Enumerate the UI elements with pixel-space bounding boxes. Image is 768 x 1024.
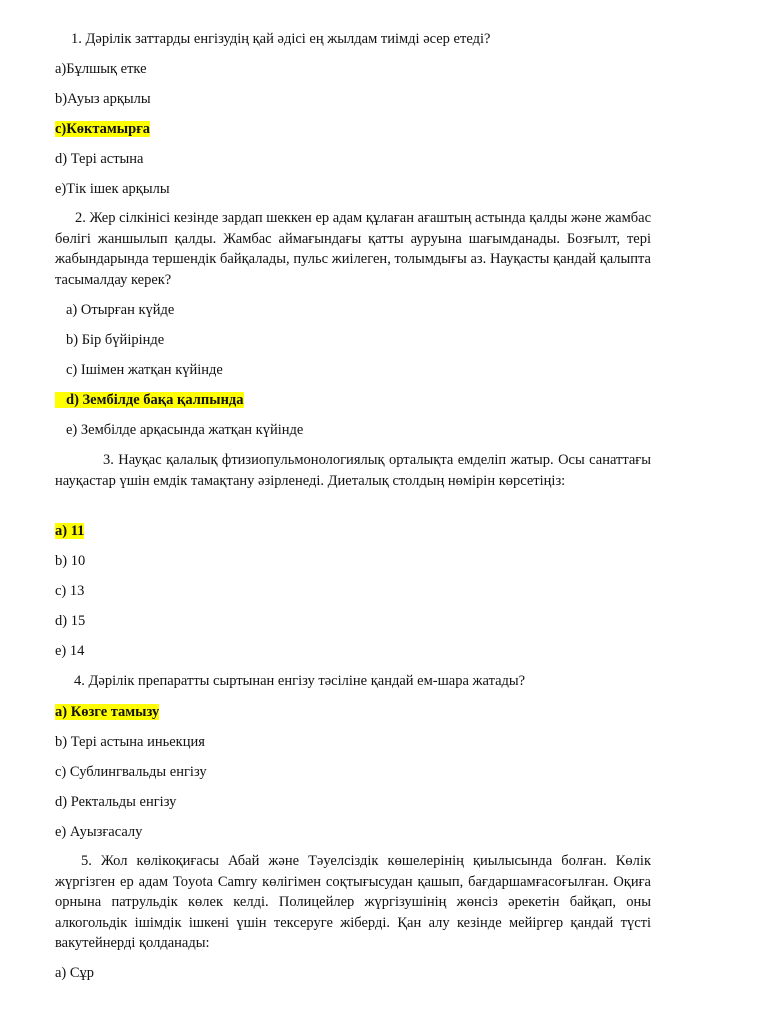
- q3-option-c: c) 13: [55, 583, 85, 599]
- q1-option-c-answer: [55, 120, 150, 138]
- q4-option-e: e) Ауызғасалу: [55, 824, 143, 840]
- q4-option-a-answer: [55, 703, 159, 721]
- q4-option-d: d) Ректальды енгізу: [55, 794, 177, 810]
- q2-option-c: c) Ішімен жатқан күйінде: [66, 362, 223, 378]
- q4-option-c: c) Сублингвальды енгізу: [55, 764, 207, 780]
- q1-option-e: e)Тік ішек арқылы: [55, 181, 170, 197]
- q1-option-d: d) Тері астына: [55, 151, 144, 167]
- question-1-text: 1. Дәрілік заттарды енгізудің қай әдісі ең жылдам тиімді әсер етеді?: [71, 31, 491, 47]
- answer-highlight: a) 11: [55, 523, 85, 539]
- q1-option-a: a)Бұлшық етке: [55, 61, 147, 77]
- q3-option-a-answer: [55, 522, 84, 540]
- answer-highlight: a) Көзге тамызу: [55, 704, 160, 720]
- q4-option-b: b) Тері астына иньекция: [55, 734, 205, 750]
- q5-option-a: a) Сұр: [55, 965, 95, 981]
- q2-option-b: b) Бір бүйірінде: [66, 332, 165, 348]
- q2-option-e: e) Зембілде арқасында жатқан күйінде: [66, 422, 304, 438]
- q3-option-b: b) 10: [55, 553, 86, 569]
- q2-option-a: a) Отырған күйде: [66, 302, 175, 318]
- q3-option-d: d) 15: [55, 613, 86, 629]
- q1-option-b: b)Ауыз арқылы: [55, 91, 151, 107]
- question-3-text: 3. Науқас қалалық фтизиопульмонологиялық орталықта емделіп жатыр. Осы санаттағы науқастар үшін емдік тамақтану әзірленеді. Диеталық столдың нөмірін көрсетіңіз:: [55, 452, 651, 489]
- question-2-text: 2. Жер сілкінісі кезінде зардап шеккен ер адам құлаған ағаштың астында қалды және жамбас бөлігі жаншылып қалды. Жамбас аймағындағы қатты ауруына шағымданады. Бозғылт, тері жабындарында тершендік байқалады, пульс жиілеген, толымдығы аз. Науқасты қандай қалыпта тасымалдау керек?: [55, 210, 651, 288]
- answer-highlight: d) Зембілде бақа қалпында: [55, 392, 244, 408]
- answer-highlight: c)Көктамырға: [55, 121, 151, 137]
- q3-option-e: e) 14: [55, 643, 85, 659]
- question-5-text: 5. Жол көлікоқиғасы Абай және Тәуелсіздік көшелерінің қиылысында болған. Көлік жүргізген ер адам Toyota Camry көлігімен соқтығысудан қашып, бағдаршамғасоғылған. Оқиға орнына патрульдік көлек келді. Полицейлер жүргізушінің жөнсіз әрекетін байқап, оны алкогольдік ішімдік ішкені үшін тексеруге жіберді. Қан алу кезінде мейіргер қандай түсті вакутейнерді қолданады:: [55, 853, 651, 951]
- q2-option-d-answer: [55, 391, 244, 409]
- question-4-text: 4. Дәрілік препаратты сыртынан енгізу тәсіліне қандай ем-шара жатады?: [74, 673, 526, 689]
